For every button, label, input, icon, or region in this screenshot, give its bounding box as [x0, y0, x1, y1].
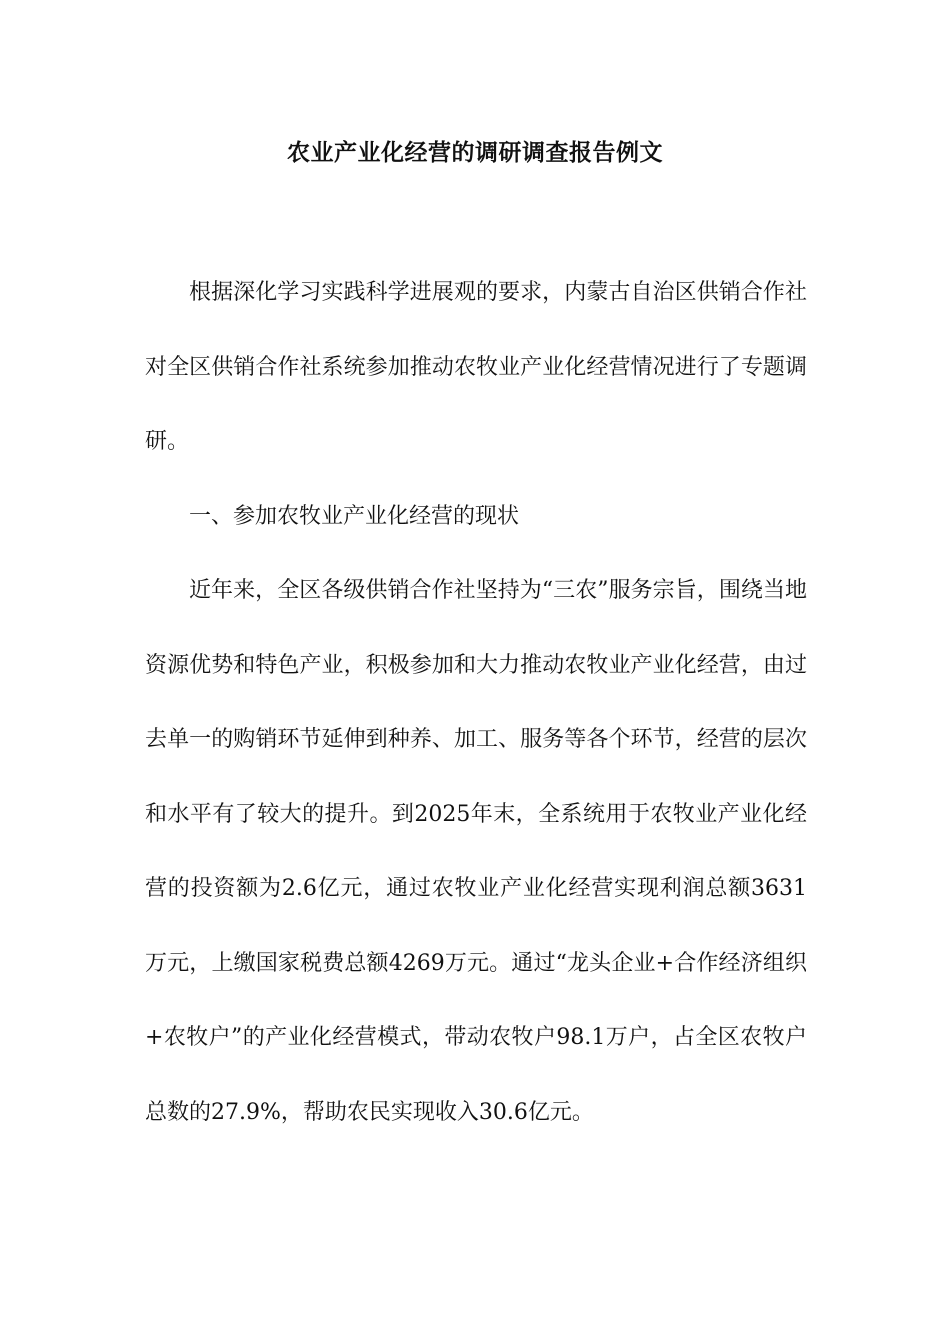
- document-title: 农业产业化经营的调研调查报告例文: [287, 139, 663, 166]
- status-paragraph: 近年来，全区各级供销合作社坚持为“三农”服务宗旨，围绕当地资源优势和特色产业，积极参加和大力推动农牧业产业化经营，由过去单一的购销环节延伸到种养、加工、服务等各个环节，经营的层次和水平有了较大的提升。到2025年末，全系统用于农牧业产业化经营的投资额为2.6亿元，通过农牧业产业化经营实现利润总额3631万元，上缴国家税费总额4269万元。通过“龙头企业+合作经济组织+农牧户”的产业化经营模式，带动农牧户98.1万户，占全区农牧户总数的27.9%，帮助农民实现收入30.6亿元。: [145, 578, 807, 1125]
- intro-paragraph: 根据深化学习实践科学进展观的要求，内蒙古自治区供销合作社对全区供销合作社系统参加推动农牧业产业化经营情况进行了专题调研。: [145, 280, 807, 454]
- section-heading: 一、参加农牧业产业化经营的现状: [189, 503, 520, 529]
- document-body: [145, 256, 807, 1150]
